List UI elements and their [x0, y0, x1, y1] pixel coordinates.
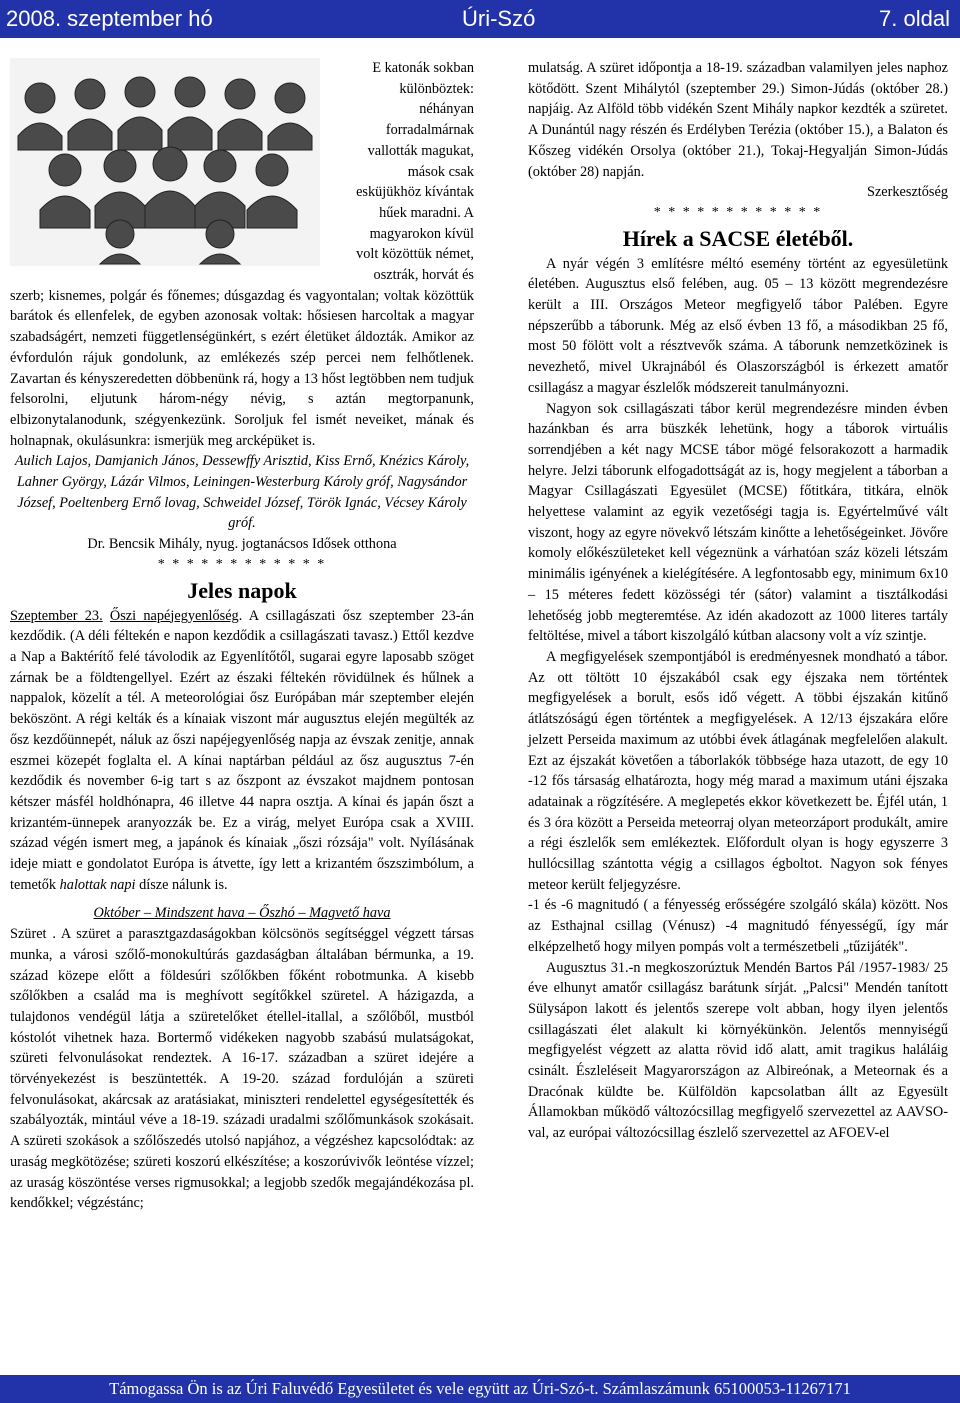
- issue-date: 2008. szeptember hó: [6, 6, 213, 31]
- page-footer: Támogassa Ön is az Úri Faluvédő Egyesületet és vele együtt az Úri-Szó-t. Számlaszámunk 65100053-11267171: [0, 1375, 960, 1403]
- left-signature: Dr. Bencsik Mihály, nyug. jogtanácsos Idősek otthona: [87, 536, 397, 553]
- szuret-paragraph: Szüret . A szüret a parasztgazdaságokban kölcsönös segítséggel végzett társas munka, a városi szőlő-monokultúrás gazdaságban általában bérmunka, a 19. század közepe előtt a földesúri szőlőkben főként robotmunka. A kisebb szőlőkben a család ma is meghívott segítőkkel szüretel. A házigazda, a tulajdonos vendégül látja a szüretelőket étellel-itallal, a szőlőből, mustból kóstolót vihetnek haza. Bortermő vidékeken nagyobb szabású mulatságokat, szüreti felvonulásokat rendeztek. A 16-17. században a szüret idejére a törvényekezést is beszüntették. A 19-20. század fordulóján a szüreti felvonulásokat, akárcsak az aratásiakat, miniszteri rendelettel egységesítették és szabályozták, mintául véve a 18-19. századi uradalmi szőlőmunkások szokásait. A szüreti szokások a szőlőszedés utolsó napjához, a végzéshez kapcsolódtak: az uraság megkötözése; szüreti koszorú elkészítése; a koszorúvivők leöntése vízzel; az uraság köszöntése verses rigmusokkal; a legjobb szedők megajándékozása pl. kendőkkel; végzéstánc;: [10, 926, 474, 1212]
- martyrs-names: Aulich Lajos, Damjanich János, Dessewffy Arisztid, Kiss Ernő, Knézics Károly, Lahner György, Lázár Vilmos, Leiningen-Westerburg Károly gróf, Nagysándor József, Poeltenberg Ernő lovag, Schweidel József, Török Ignác, Vécsey Károly gróf.: [14, 453, 470, 532]
- right-signature: Szerkesztőség: [867, 184, 948, 201]
- sacse-paragraph-5: Augusztus 31.-n megkoszorúztuk Mendén Bartos Pál /1957-1983/ 25 éve elhunyt amatőr csillagász barátunk sírját. „Palcsi" Mendén tanított Sülysápon lakott és jelentős szerepe volt abban, hogy ilyen jelentős csillagászati élet alakult ki környékünkön. Jelentős mennyiségű megfigyelést végzett az alatta rövid idő alatt, amit tragikus haláláig csinált. Észleléseit Magyarországon az Albireónak, a Meteornak és a Dracónak küldte be. Külföldön kapcsolatban állt az Egyesült Államokban működő változócsillag megfigyelő szervezettel az AAVSO-val, az európai változócsillag észlelő szervezettel az AFOEV-el: [528, 959, 948, 1142]
- sacse-paragraph-3: A megfigyelések szempontjából is eredményesnek mondható a tábor. Az ott töltött 10 éjszakából csak egy éjszaka nem történtek megfigyelések a borult, esős idő végett. A többi éjszakán kitűnő átlátszóságú égen történtek a megfigyelések. A 12/13 éjszakára előre jelzett Perseida maximum az utóbbi évek átlagának megfelelően alakult. Ezt az éjszakát követően a táborlakók többsége haza utazott, de egy 10 -12 fős társaság elhatározta, hogy még marad a maximum utáni éjszaka adatainak a rögzítésére. A meglepetés ekkor következett be. Éjfél után, 1 és 3 óra között a Perseida meteorraj olyan meteorzáport produkált, amire a régi észlelők sem emlékeztek. Előfordult olyan is hogy egyszerre 3 hullócsillag szántotta végig a csillagos égboltot. Nagyon sok fényes meteor került feljegyzésre.: [528, 648, 948, 893]
- martyrs-paragraph: szerb; kisnemes, polgár és főnemes; dúsgazdag és vagyontalan; voltak közöttük barátok és ellenfelek, de egyben azonosak voltak: hősiesen harcoltak a magyar szabadságért, nemzeti függetlenségünkért, s ezért életüket áldozták. Amikor az évfordulón rájuk gondolunk, az emlékezés szép percei nem felhőtlenek. Zavartan és kényszeredetten döbbenünk rá, hogy a 13 hőst legtöbben nem tudjuk felsorolni, eljutunk három-négy névig, s aztán megtorpanunk, elbizonytalanodunk, szégyenkezünk. Soroljuk fel ismét neveiket, mának és holnapnak, okulásunkra: ismerjük meg arcképüket is.: [10, 287, 474, 449]
- right-stars-divider: * * * * * * * * * * * *: [653, 204, 823, 220]
- intro-line: vallották magukat,: [367, 142, 474, 159]
- right-column: [528, 58, 948, 1144]
- month-names: Október – Mindszent hava – Őszhó – Magvető hava: [93, 905, 391, 922]
- intro-line: magyarokon kívül: [369, 225, 474, 242]
- newspaper-title: Úri-Szó: [462, 6, 536, 31]
- intro-line: E katonák sokban: [372, 60, 474, 76]
- jeles-napok-title: Jeles napok: [187, 577, 297, 603]
- intro-line: osztrák, horvát és: [373, 267, 474, 284]
- intro-line: néhányan: [419, 101, 474, 118]
- page-number: 7. oldal: [879, 6, 950, 31]
- sacse-news-title: Hírek a SACSE életéből.: [622, 225, 854, 251]
- sacse-paragraph-1: A nyár végén 3 említésre méltó esemény történt az egyesületünk életében. Augusztus első felében, aug. 05 – 13 között megrendezésre került a III. Országos Meteor megfigyelő tábor Palében. Egyre népszerűbb a táborunk. Még az első évben 13 fő, a másodikban 25 fő, most 50 fölött volt a résztvevők száma. A táborunk nemzetközinek is nevezhető, mivel Ukrajnából és Olaszországból is érkezett amatőr csillagász a magyar észlelők módszereit tanulmányozni.: [528, 255, 948, 396]
- intro-line: volt közöttük német,: [356, 246, 474, 263]
- intro-line: különböztek:: [399, 80, 474, 97]
- intro-line: hűek maradni. A: [379, 204, 474, 221]
- left-column: [10, 58, 474, 1214]
- page-header: [0, 0, 960, 38]
- left-stars-divider: * * * * * * * * * * * *: [157, 556, 327, 572]
- jeles-napok-paragraph: [10, 606, 474, 896]
- intro-line: esküjükhöz kívántak: [356, 184, 474, 201]
- jeles-name: Őszi napéjegyenlőség: [109, 607, 239, 624]
- intro-line: forradalmárnak: [385, 122, 474, 139]
- jeles-text: . A csillagászati ősz szeptember 23-án kezdődik. (A déli féltekén e napon kezdődik a csillagászati tavasz.) Ettől kezdve a Nap a Baktérítő felé távolodik az Egyenlítőtől, sugarai egyre laposabb szöget zárnak be a földtengellyel. Ezért az északi féltekén rövidülnek és hűlnek a nappalok, közelít a tél. A meteorológiai ősz Európában már szeptember elején beköszönt. A régi kelták és a kínaiak viszont már augusztus elején megülték az ősz kezdőünnepét, náluk az őszi napéjegyenlőség napja az évszak zenitje, annak eszmei közepét foglalta el. A kínai naptárban például az ősz augusztus 7-én kezdődik és november 6-ig tart s az őszpont az évszakot majdnem pontosan kétszer másfél holdhónapra, 46 illetve 44 napra osztja. A kínai és japán őszt a krizantém-ünnepek aranyozzák be. Ez a virág, melyet Európa csak a XVIII. század végén ismert meg, a japánok és kínaiak „őszi rózsája" volt. Nyílásának ideje miatt e gondolatot Európa is átvette, így lett a krizantém őszszimbólum, a temetők: [10, 607, 474, 893]
- sacse-paragraph-4: -1 és -6 magnitudó ( a fényesség erősségére szolgáló skála) között. Nos az Esthajnal csillag (Vénusz) -4 magnitudó fényességű, így már elképzelhető hogy milyen pompás volt a természetbeli „tűzijáték".: [528, 897, 948, 955]
- sacse-paragraph-2: Nagyon sok csillagászati tábor kerül megrendezésre minden évben hazánkban és arra büszkék lehetünk, hogy a táborok virtuális sorrendjében a két nagy MCSE tábor mögé felsorakozott a harmadik helyre. Jelzi táborunk elfogadottságát az is, hogy megjelent a táborban a Magyar Csillagászati Egyesület (MCSE) főtitkára, titkára, elnök helyettese valamint az egyik vezetőségi tagja is. Egyértelművé vált viszont, hogy az egyre növekvő létszám kinőtte a lehetőségeinket. Jövőre komoly előkészületeket kell végeznünk a várhatóan száz közeli létszám minimális igényének a kielégítésére. A legfontosabb egy, minimum 6x10 – 15 méteres fedett közösségi tér (sátor) valamint a tisztálkodási lehetőség jobb megteremtése. Az idén akadozott az 1000 literes tartály feltöltése, mivel a tábort kiszolgáló kútban alacsony volt a víz szintje.: [528, 400, 948, 645]
- intro-line: mások csak: [407, 163, 474, 180]
- jeles-italic: halottak napi: [59, 876, 136, 893]
- jeles-end: dísze nálunk is.: [135, 876, 228, 893]
- jeles-date: Szeptember 23.: [10, 607, 103, 624]
- szuret-continued: mulatság. A szüret időpontja a 18-19. században valamilyen jeles naphoz kötődött. Szent Mihálytól (szeptember 29.) Simon-Júdás (október 28.) napjáig. Az Alföld több vidékén Szent Mihály napkor kezdték a szüretet. A Dunántúl nagy részén és Erdélyben Terézia (október 15.), a Balaton és Kőszeg vidékén Orsolya (október 21.), Tokaj-Hegyalján Simon-Júdás (október 28) napján.: [528, 60, 948, 180]
- martyrs-portrait-image: [10, 58, 320, 266]
